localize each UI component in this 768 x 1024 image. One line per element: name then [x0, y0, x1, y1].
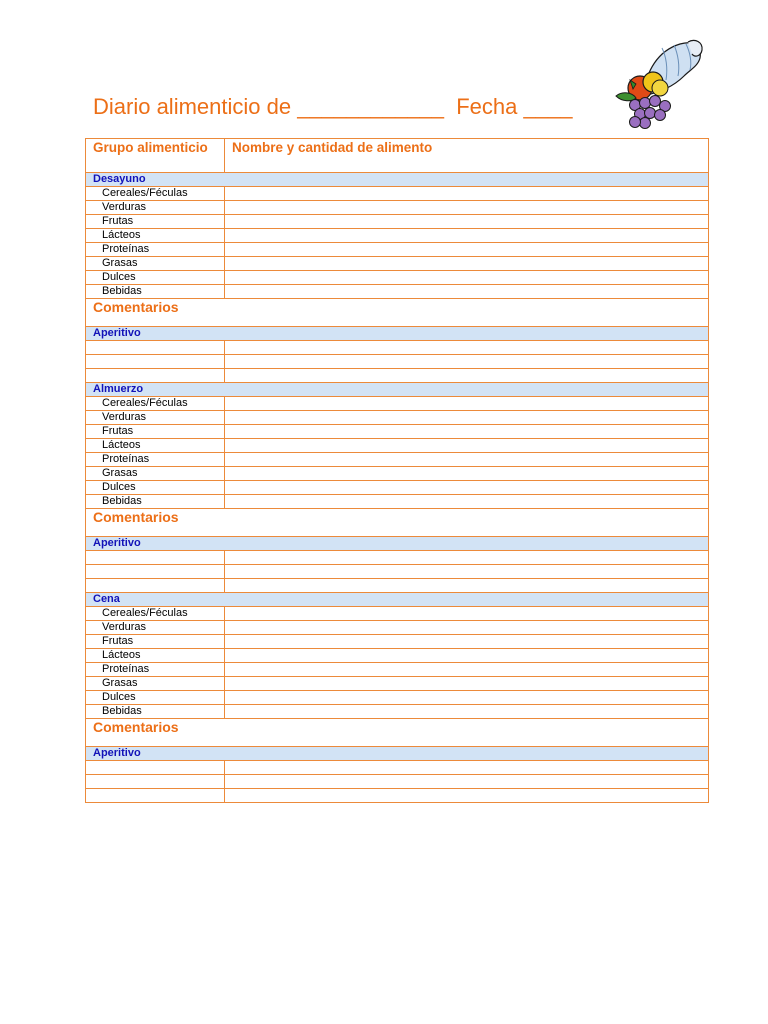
comments-row: [86, 509, 709, 537]
comments-field[interactable]: Comentarios: [86, 299, 709, 327]
snack-entry-cell[interactable]: [225, 789, 709, 803]
food-diary-table: [85, 138, 709, 803]
food-group-label: Grasas: [86, 467, 225, 481]
food-group-label: Verduras: [86, 201, 225, 215]
food-group-label: Dulces: [86, 481, 225, 495]
food-group-label: Lácteos: [86, 229, 225, 243]
food-group-row: [86, 691, 709, 705]
snack-entry-row: [86, 789, 709, 803]
food-group-row: [86, 607, 709, 621]
food-group-row: [86, 285, 709, 299]
food-entry-cell[interactable]: [225, 397, 709, 411]
food-group-label: Verduras: [86, 621, 225, 635]
food-group-label: Cereales/Féculas: [86, 187, 225, 201]
food-entry-cell[interactable]: [225, 243, 709, 257]
food-group-label: Proteínas: [86, 453, 225, 467]
food-entry-cell[interactable]: [225, 607, 709, 621]
food-entry-cell[interactable]: [225, 201, 709, 215]
food-group-label: Proteínas: [86, 243, 225, 257]
food-group-label: Bebidas: [86, 495, 225, 509]
food-group-label: Dulces: [86, 691, 225, 705]
snack-entry-row: [86, 565, 709, 579]
snack-group-cell[interactable]: [86, 789, 225, 803]
food-group-row: [86, 677, 709, 691]
food-group-label: Cereales/Féculas: [86, 607, 225, 621]
snack-group-cell[interactable]: [86, 341, 225, 355]
food-group-row: [86, 201, 709, 215]
food-group-row: [86, 467, 709, 481]
food-group-label: Cereales/Féculas: [86, 397, 225, 411]
snack-label: Aperitivo: [86, 747, 709, 761]
snack-group-cell[interactable]: [86, 551, 225, 565]
comments-row: [86, 719, 709, 747]
food-group-row: [86, 635, 709, 649]
snack-entry-row: [86, 775, 709, 789]
column-header-food: Nombre y cantidad de alimento: [225, 139, 709, 173]
snack-entry-cell[interactable]: [225, 341, 709, 355]
food-group-label: Frutas: [86, 425, 225, 439]
comments-row: [86, 299, 709, 327]
food-group-row: [86, 411, 709, 425]
food-group-row: [86, 425, 709, 439]
food-group-label: Grasas: [86, 257, 225, 271]
food-group-label: Frutas: [86, 215, 225, 229]
meal-row: [86, 593, 709, 607]
snack-group-cell[interactable]: [86, 761, 225, 775]
column-header-group: Grupo alimenticio: [86, 139, 225, 173]
food-group-row: [86, 621, 709, 635]
food-group-row: [86, 649, 709, 663]
snack-group-cell[interactable]: [86, 579, 225, 593]
food-group-label: Bebidas: [86, 705, 225, 719]
snack-row: [86, 747, 709, 761]
snack-entry-cell[interactable]: [225, 579, 709, 593]
snack-entry-cell[interactable]: [225, 355, 709, 369]
food-group-row: [86, 187, 709, 201]
food-entry-cell[interactable]: [225, 439, 709, 453]
food-group-row: [86, 705, 709, 719]
snack-group-cell[interactable]: [86, 775, 225, 789]
food-group-row: [86, 481, 709, 495]
food-group-row: [86, 215, 709, 229]
snack-group-cell[interactable]: [86, 355, 225, 369]
snack-entry-row: [86, 551, 709, 565]
cornucopia-icon: [602, 36, 708, 136]
meal-label: Desayuno: [86, 173, 709, 187]
food-group-label: Proteínas: [86, 663, 225, 677]
food-entry-cell[interactable]: [225, 495, 709, 509]
food-entry-cell[interactable]: [225, 271, 709, 285]
food-entry-cell[interactable]: [225, 411, 709, 425]
food-group-row: [86, 495, 709, 509]
meal-row: [86, 173, 709, 187]
meal-row: [86, 383, 709, 397]
snack-entry-row: [86, 761, 709, 775]
food-entry-cell[interactable]: [225, 677, 709, 691]
snack-row: [86, 327, 709, 341]
page-title: Diario alimenticio de ____________ Fecha ____: [93, 94, 573, 119]
food-group-row: [86, 257, 709, 271]
snack-entry-row: [86, 341, 709, 355]
food-group-label: Lácteos: [86, 439, 225, 453]
food-group-label: Verduras: [86, 411, 225, 425]
food-group-label: Lácteos: [86, 649, 225, 663]
snack-entry-row: [86, 369, 709, 383]
food-group-label: Dulces: [86, 271, 225, 285]
food-group-label: Frutas: [86, 635, 225, 649]
food-entry-cell[interactable]: [225, 621, 709, 635]
snack-row: [86, 537, 709, 551]
snack-entry-cell[interactable]: [225, 775, 709, 789]
food-entry-cell[interactable]: [225, 187, 709, 201]
food-entry-cell[interactable]: [225, 215, 709, 229]
snack-entry-cell[interactable]: [225, 551, 709, 565]
snack-entry-cell[interactable]: [225, 761, 709, 775]
food-entry-cell[interactable]: [225, 453, 709, 467]
food-entry-cell[interactable]: [225, 649, 709, 663]
food-group-row: [86, 271, 709, 285]
snack-entry-row: [86, 355, 709, 369]
comments-field[interactable]: Comentarios: [86, 719, 709, 747]
snack-entry-cell[interactable]: [225, 565, 709, 579]
comments-field[interactable]: Comentarios: [86, 509, 709, 537]
food-entry-cell[interactable]: [225, 691, 709, 705]
table-header-row: [86, 139, 709, 173]
food-group-row: [86, 663, 709, 677]
food-entry-cell[interactable]: [225, 467, 709, 481]
food-entry-cell[interactable]: [225, 481, 709, 495]
snack-entry-row: [86, 579, 709, 593]
food-entry-cell[interactable]: [225, 705, 709, 719]
food-group-label: Grasas: [86, 677, 225, 691]
snack-entry-cell[interactable]: [225, 369, 709, 383]
food-entry-cell[interactable]: [225, 663, 709, 677]
food-group-row: [86, 243, 709, 257]
food-entry-cell[interactable]: [225, 257, 709, 271]
food-entry-cell[interactable]: [225, 285, 709, 299]
snack-group-cell[interactable]: [86, 369, 225, 383]
food-group-row: [86, 453, 709, 467]
food-group-row: [86, 439, 709, 453]
meal-label: Almuerzo: [86, 383, 709, 397]
snack-label: Aperitivo: [86, 327, 709, 341]
snack-group-cell[interactable]: [86, 565, 225, 579]
food-entry-cell[interactable]: [225, 229, 709, 243]
meal-label: Cena: [86, 593, 709, 607]
food-entry-cell[interactable]: [225, 425, 709, 439]
food-group-row: [86, 397, 709, 411]
snack-label: Aperitivo: [86, 537, 709, 551]
food-group-row: [86, 229, 709, 243]
food-group-label: Bebidas: [86, 285, 225, 299]
food-entry-cell[interactable]: [225, 635, 709, 649]
